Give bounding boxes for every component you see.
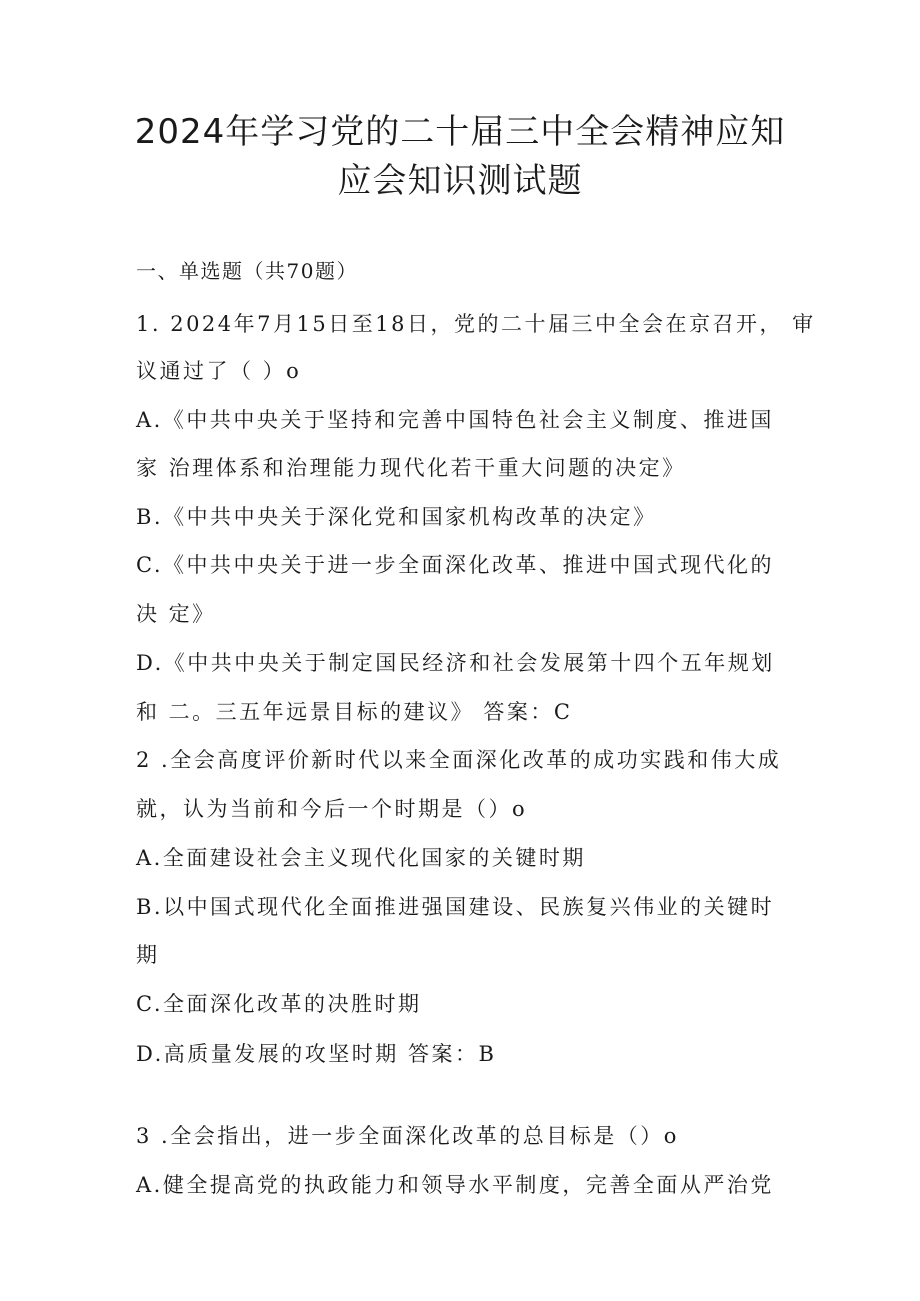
question-2-stem-line-1: 2 .全会高度评价新时代以来全面深化改革的成功实践和伟大成	[136, 748, 782, 772]
document-title-line-2: 应会知识测试题	[337, 161, 583, 201]
question-2-option-b-line-1: B.以中国式现代化全面推进强国建设、民族复兴伟业的关键时	[136, 895, 775, 919]
question-1-option-c-line-2: 决 定》	[136, 602, 216, 626]
section-heading: 一、单选题（共70题）	[136, 259, 358, 283]
question-2-option-d: D.高质量发展的攻坚时期 答案：B	[136, 1042, 497, 1066]
question-2-option-c: C.全面深化改革的决胜时期	[136, 992, 422, 1016]
question-1-option-c-line-1: C.《中共中央关于进一步全面深化改革、推进中国式现代化的	[136, 553, 774, 577]
question-1-option-b: B.《中共中央关于深化党和国家机构改革的决定》	[136, 505, 657, 529]
question-3-stem-line-1: 3 .全会指出，进一步全面深化改革的总目标是（）o	[136, 1124, 679, 1148]
question-1-stem-line-1: 1. 2024年7月15日至18日，党的二十届三中全会在京召开， 审	[136, 312, 816, 336]
question-1-option-d-line-1: D.《中共中央关于制定国民经济和社会发展第十四个五年规划	[136, 651, 775, 675]
question-2-stem-line-2: 就，认为当前和今后一个时期是（）o	[136, 797, 528, 821]
question-1-option-a-line-2: 家 治理体系和治理能力现代化若干重大问题的决定》	[136, 456, 686, 480]
question-1-option-a-line-1: A.《中共中央关于坚持和完善中国特色社会主义制度、推进国	[136, 408, 774, 432]
document-title-line-1: 2024年学习党的二十届三中全会精神应知	[134, 112, 786, 152]
question-1-stem-line-2: 议通过了（ ）o	[136, 359, 302, 383]
question-2-option-a: A.全面建设社会主义现代化国家的关键时期	[136, 846, 586, 870]
question-2-option-b-line-2: 期	[136, 943, 160, 967]
question-1-option-d-line-2: 和 二。三五年远景目标的建议》 答案：C	[136, 700, 573, 724]
question-3-option-a-line-1: A.健全提高党的执政能力和领导水平制度，完善全面从严治党	[136, 1173, 774, 1197]
